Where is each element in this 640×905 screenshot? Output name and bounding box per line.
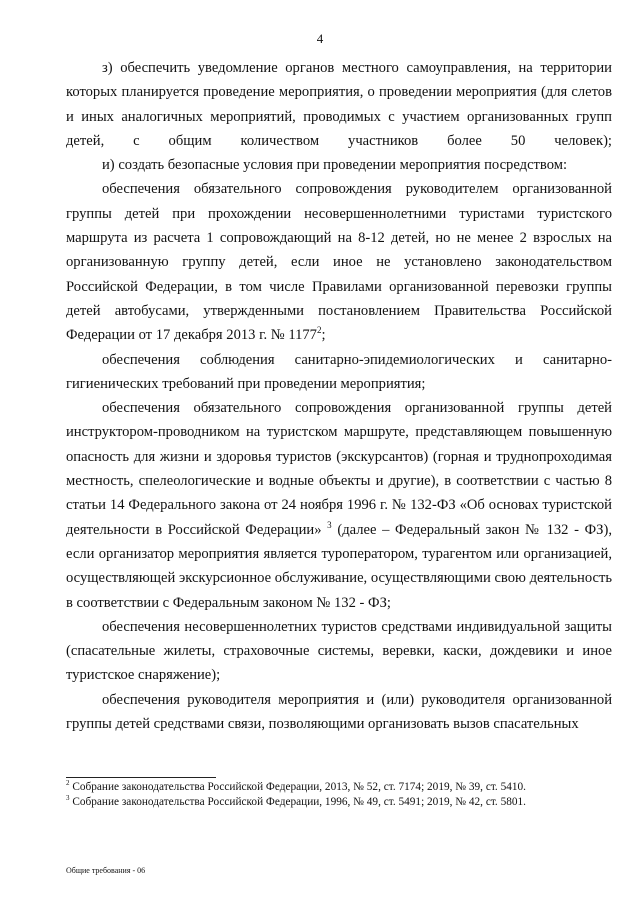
footnote-text: Собрание законодательства Российской Федерации, 1996, № 49, ст. 5491; 2019, № 42, ст. 5801. bbox=[69, 796, 526, 808]
page-number: 4 bbox=[316, 31, 324, 46]
paragraph-escort-leader-text: обеспечения обязательного сопровождения руководителем организованной группы детей при прохождении несовершеннолетними туристами туристского маршрута из расчета 1 сопровождающий на 8-12 детей, но не менее 2 взрослых на организованную группу детей, если иное не установлено законодательством Российской Федерации, в том числе Правилами организованной перевозки группы детей автобусами, утвержденными постановлением Правительства Российской Федерации от 17 декабря 2013 г. № 1177 bbox=[66, 181, 612, 344]
footnote-ref-2: 2 bbox=[316, 325, 322, 336]
paragraph-safe-conditions: и) создать безопасные условия при проведении мероприятия посредством: bbox=[102, 157, 568, 174]
footnote-ref-3: 3 bbox=[327, 519, 332, 530]
paragraph-instructor-guide-text: обеспечения обязательного сопровождения организованной группы детей инструктором-проводником на туристском маршруте, представляющем повышенную опасность для жизни и здоровья туристов (экскурсантов) (горная и труднопроходимая местность, спелеологические и водные объекты и другие), в соответствии с частью 8 статьи 14 Федерального закона от 24 ноября 1996 г. № 132-ФЗ «Об основах туристской деятельности в Российской Федерации» bbox=[66, 400, 612, 538]
paragraph-sanitary: обеспечения соблюдения санитарно-эпидемиологических и санитарно-гигиенических требований при проведении мероприятия; bbox=[66, 351, 612, 392]
footnote-mark: 3 bbox=[66, 794, 70, 803]
footnote-2 bbox=[66, 780, 612, 795]
footnote-text: Собрание законодательства Российской Федерации, 2013, № 52, ст. 7174; 2019, № 39, ст. 5410. bbox=[69, 781, 526, 793]
paragraph-communication: обеспечения руководителя мероприятия и (или) руководителя организованной группы детей средствами связи, позволяющими организовать вызов спасательных bbox=[66, 691, 612, 733]
footnote-3 bbox=[66, 795, 612, 810]
paragraph-escort-leader bbox=[66, 177, 612, 347]
body-text bbox=[66, 56, 612, 736]
paragraph-escort-leader-end: ; bbox=[321, 327, 326, 344]
paragraph-instructor-guide-cont: (далее – Федеральный закон № 132 - ФЗ), если организатор мероприятия является туроператором, турагентом или организацией, осуществляющей экскурсионное обслуживание, осуществляющими свою деятельность в соответствии с Федеральным законом № 132 - ФЗ; bbox=[66, 521, 612, 611]
footnotes bbox=[66, 780, 612, 810]
paragraph-notify-authorities: з) обеспечить уведомление органов местного самоуправления, на территории которых планируется проведение мероприятия, о проведении мероприятия (для слетов и иных аналогичных мероприятий, проводимых с участием организованных групп детей, с общим количеством участников более 50 человек); bbox=[66, 60, 612, 149]
footnote-separator bbox=[66, 777, 216, 778]
paragraph-protective-gear: обеспечения несовершеннолетних туристов средствами индивидуальной защиты (спасательные жилеты, страховочные системы, веревки, каски, дождевики и иное туристское снаряжение); bbox=[66, 618, 612, 684]
footnote-mark: 2 bbox=[66, 779, 70, 788]
paragraph-instructor-guide bbox=[66, 396, 612, 615]
form-code: Общие требования - 06 bbox=[66, 866, 146, 875]
